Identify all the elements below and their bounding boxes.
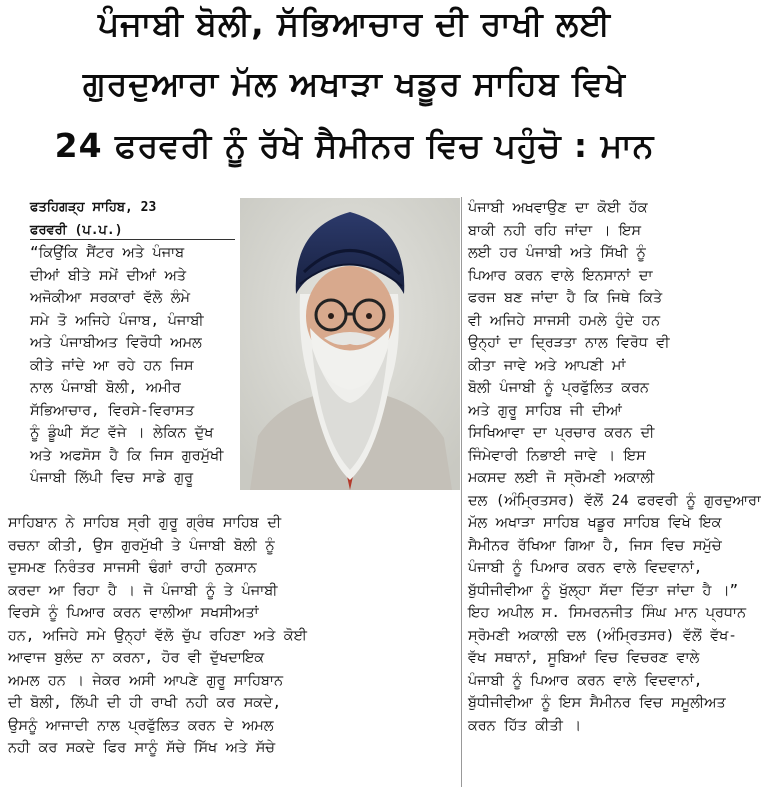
body-line: ਸਾਹਿਬਾਨ ਨੇ ਸਾਹਿਬ ਸ੍ਰੀ ਗੁਰੂ ਗ੍ਰੰਥ ਸਾਹਿਬ ਦੀ — [8, 515, 282, 531]
body-line: ਕਰਨ ਹਿੱਤ ਕੀਤੀ । — [468, 717, 582, 734]
headline-line-2: ਗੁਰਦੁਆਰਾ ਮੱਲ ਅਖਾੜਾ ਖਡੂਰ ਸਾਹਿਬ ਵਿਖੇ — [82, 64, 627, 103]
body-line: ਪੰਜਾਬੀ ਅਖਵਾਉਣ ਦਾ ਕੋਈ ਹੱਕ — [468, 200, 648, 216]
body-line: ਲਈ ਹਰ ਪੰਜਾਬੀ ਅਤੇ ਸਿੱਖੀ ਨੂੰ — [468, 245, 646, 261]
headline-line-1: ਪੰਜਾਬੀ ਬੋਲੀ, ਸੱਭਿਆਚਾਰ ਦੀ ਰਾਖੀ ਲਈ — [98, 4, 611, 43]
body-line: ਸੈਮੀਨਰ ਰੱਖਿਆ ਗਿਆ ਹੈ, ਜਿਸ ਵਿਚ ਸਮੁੱਚੇ — [468, 537, 722, 554]
body-line: ਅਜੋਕੀਆ ਸਰਕਾਰਾਂ ਵੱਲੋ ਲੰਮੇ — [30, 290, 190, 306]
body-line: ਮੱਲ ਅਖਾੜਾ ਸਾਹਿਬ ਖਡੂਰ ਸਾਹਿਬ ਵਿਖੇ ਇਕ — [468, 515, 722, 531]
article-column-right — [468, 197, 761, 737]
body-line: ਨੂੰ ਡੂੰਘੀ ਸੱਟ ਵੱਜੇ । ਲੇਕਿਨ ਦੁੱਖ — [30, 425, 214, 441]
body-line: ਆਵਾਜ ਬੁਲੰਦ ਨਾ ਕਰਨਾ, ਹੋਰ ਵੀ ਦੁੱਖਦਾਇਕ — [8, 650, 265, 666]
body-line: ਵੀ ਅਜਿਹੇ ਸਾਜਸੀ ਹਮਲੇ ਹੁੰਦੇ ਹਨ — [468, 312, 660, 329]
body-line: ਅਤੇ ਗੁਰੂ ਸਾਹਿਬ ਜੀ ਦੀਆਂ — [468, 402, 622, 419]
dateline-rule — [30, 239, 235, 240]
body-line: ਜਿੰਮੇਵਾਰੀ ਨਿਭਾਈ ਜਾਵੇ । ਇਸ — [468, 447, 646, 464]
body-line: ਵੱਖ ਸਥਾਨਾਂ, ਸੂਬਿਆਂ ਵਿਚ ਵਿਚਰਣ ਵਾਲੇ — [468, 650, 700, 666]
body-line: ਦੀ ਬੋਲੀ, ਲਿੱਪੀ ਦੀ ਹੀ ਰਾਖੀ ਨਹੀ ਕਰ ਸਕਦੇ, — [8, 695, 282, 711]
body-line: ਬੁੱਧੀਜੀਵੀਆ ਨੂੰ ਇਸ ਸੈਮੀਨਰ ਵਿਚ ਸਮੂਲੀਅਤ — [468, 695, 726, 711]
body-line: ਪੰਜਾਬੀ ਨੂੰ ਪਿਆਰ ਕਰਨ ਵਾਲੇ ਵਿਦਵਾਨਾਂ, — [468, 560, 703, 576]
body-line: ਮਕਸਦ ਲਈ ਜੋ ਸ੍ਰੋਮਣੀ ਅਕਾਲੀ — [468, 470, 655, 486]
column-divider — [461, 197, 462, 787]
body-line: ਅਮਲ ਹਨ । ਜੇਕਰ ਅਸੀ ਆਪਣੇ ਗੁਰੂ ਸਾਹਿਬਾਨ — [8, 672, 283, 689]
body-line: ਕੀਤਾ ਜਾਵੇ ਅਤੇ ਆਪਣੀ ਮਾਂ — [468, 357, 626, 374]
body-line: ਦਲ (ਅੰਮ੍ਰਿਤਸਰ) ਵੱਲੋਂ 24 ਫਰਵਰੀ ਨੂੰ ਗੁਰਦੁਆਰਾ — [468, 492, 761, 509]
portrait-illustration — [240, 198, 460, 490]
body-line: ਬੁੱਧੀਜੀਵੀਆ ਨੂੰ ਖੁੱਲ੍ਹਾ ਸੱਦਾ ਦਿੱਤਾ ਜਾਂਦਾ ਹੈ ।” — [468, 582, 739, 599]
dateline: ਫਰਵਰੀ (ਪ.ਪ.) — [30, 222, 123, 238]
body-line: ਬੋਲੀ ਪੰਜਾਬੀ ਨੂੰ ਪ੍ਰਫੁੱਲਿਤ ਕਰਨ — [468, 380, 649, 396]
dateline: ਫਤਹਿਗੜ੍ਹ ਸਾਹਿਬ, 23 — [30, 200, 157, 215]
body-line: ਫਰਜ ਬਣ ਜਾਂਦਾ ਹੈ ਕਿ ਜਿਥੇ ਕਿਤੇ — [468, 290, 662, 306]
body-line: ਦੀਆਂ ਬੀਤੇ ਸਮੇਂ ਦੀਆਂ ਅਤੇ — [30, 267, 186, 284]
body-line: ਉਨ੍ਹਾਂ ਦਾ ਦ੍ਰਿੜਤਾ ਨਾਲ ਵਿਰੋਧ ਵੀ — [468, 335, 670, 351]
body-line: ਵਿਰਸੇ ਨੂੰ ਪਿਆਰ ਕਰਨ ਵਾਲੀਆ ਸਖਸੀਅਤਾਂ — [8, 605, 259, 621]
body-line: ਪੰਜਾਬੀ ਲਿੱਪੀ ਵਿਚ ਸਾਡੇ ਗੁਰੂ — [30, 470, 194, 486]
body-line: ਸ੍ਰੋਮਣੀ ਅਕਾਲੀ ਦਲ (ਅੰਮ੍ਰਿਤਸਰ) ਵੱਲੋਂ ਵੱਖ- — [468, 627, 737, 644]
body-line: ਕੀਤੇ ਜਾਂਦੇ ਆ ਰਹੇ ਹਨ ਜਿਸ — [30, 357, 194, 374]
portrait-photo — [240, 198, 460, 490]
headline-line-3: 24 ਫਰਵਰੀ ਨੂੰ ਰੱਖੇ ਸੈਮੀਨਰ ਵਿਚ ਪਹੁੰਚੋ : ਮਾਨ — [54, 126, 655, 165]
body-line: ਦੁਸਮਣ ਨਿਰੰਤਰ ਸਾਜਸੀ ਢੰਗਾਂ ਰਾਹੀ ਨੁਕਸਾਨ — [8, 560, 257, 576]
body-line: “ਕਿਉਂਕਿ ਸੈਂਟਰ ਅਤੇ ਪੰਜਾਬ — [30, 245, 185, 261]
body-line: ਨਹੀ ਕਰ ਸਕਦੇ ਫਿਰ ਸਾਨੂੰ ਸੱਚੇ ਸਿੱਖ ਅਤੇ ਸੱਚੇ — [8, 740, 275, 756]
body-line: ਅਤੇ ਪੰਜਾਬੀਅਤ ਵਿਰੋਧੀ ਅਮਲ — [30, 335, 202, 351]
article-column-bottom — [8, 512, 453, 760]
body-line: ਕਰਦਾ ਆ ਰਿਹਾ ਹੈ । ਜੋ ਪੰਜਾਬੀ ਨੂੰ ਤੇ ਪੰਜਾਬੀ — [8, 582, 278, 599]
body-line: ਸਮੇ ਤੋ ਅਜਿਹੇ ਪੰਜਾਬ, ਪੰਜਾਬੀ — [30, 312, 204, 329]
body-line: ਸੱਭਿਆਚਾਰ, ਵਿਰਸੇ-ਵਿਰਾਸਤ — [30, 402, 194, 419]
article-column-left — [30, 197, 235, 490]
body-line: ਪਿਆਰ ਕਰਨ ਵਾਲੇ ਇਨਸਾਨਾਂ ਦਾ — [468, 267, 653, 284]
body-line: ਅਤੇ ਅਫਸੋਸ ਹੈ ਕਿ ਜਿਸ ਗੁਰਮੁੱਖੀ — [30, 447, 224, 464]
body-line: ਰਚਨਾ ਕੀਤੀ, ਉਸ ਗੁਰਮੁੱਖੀ ਤੇ ਪੰਜਾਬੀ ਬੋਲੀ ਨੂੰ — [8, 537, 275, 554]
body-line: ਸਿਖਿਆਵਾ ਦਾ ਪ੍ਰਚਾਰ ਕਰਨ ਦੀ — [468, 425, 655, 441]
body-line: ਉਸਨੂੰ ਆਜਾਦੀ ਨਾਲ ਪ੍ਰਫੁੱਲਿਤ ਕਰਨ ਦੇ ਅਮਲ — [8, 717, 274, 734]
body-line: ਹਨ, ਅਜਿਹੇ ਸਮੇ ਉਨ੍ਹਾਂ ਵੱਲੋ ਚੁੱਪ ਰਹਿਣਾ ਅਤੇ ਕੋਈ — [8, 627, 307, 644]
body-line: ਇਹ ਅਪੀਲ ਸ. ਸਿਮਰਨਜੀਤ ਸਿੰਘ ਮਾਨ ਪ੍ਰਧਾਨ — [468, 605, 746, 621]
body-line: ਬਾਕੀ ਨਹੀ ਰਹਿ ਜਾਂਦਾ । ਇਸ — [468, 222, 641, 239]
body-line: ਪੰਜਾਬੀ ਨੂੰ ਪਿਆਰ ਕਰਨ ਵਾਲੇ ਵਿਦਵਾਨਾਂ, — [468, 672, 703, 689]
body-line: ਨਾਲ ਪੰਜਾਬੀ ਬੋਲੀ, ਅਮੀਰ — [30, 380, 181, 396]
